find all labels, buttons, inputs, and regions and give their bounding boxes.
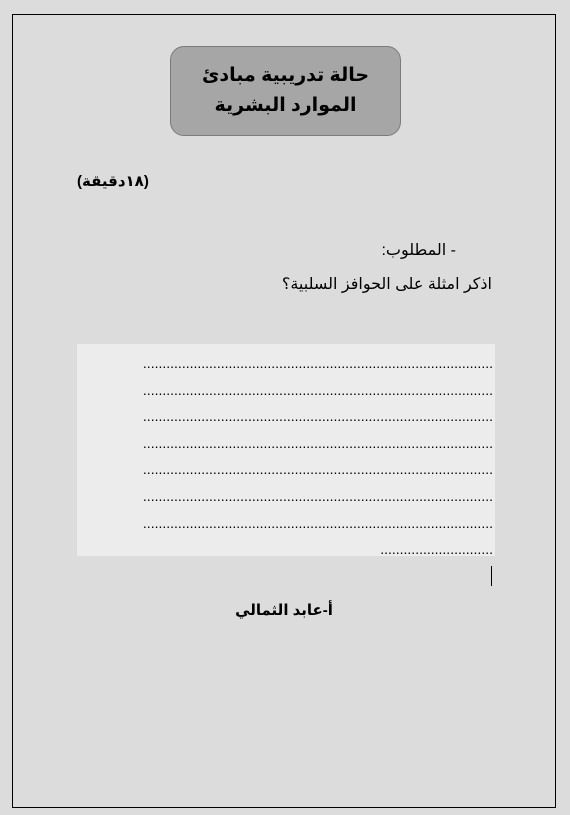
answer-line: .......................................................................................... [142, 487, 493, 504]
title-box [170, 46, 401, 136]
author-name: أ-عابد الثمالي [235, 602, 333, 619]
title-line-1: حالة تدريبية مبادئ [201, 65, 370, 86]
answer-line: ............................. [380, 541, 493, 558]
answer-line: .......................................................................................... [142, 355, 493, 371]
text-cursor [491, 566, 492, 586]
document-page [12, 14, 556, 808]
answer-line: .......................................................................................... [142, 381, 493, 398]
title-line-2: الموارد البشرية [214, 95, 357, 116]
answer-line: .......................................................................................... [142, 514, 493, 531]
answer-line: .......................................................................................... [142, 461, 493, 478]
answer-area[interactable] [77, 344, 495, 556]
answer-line: .......................................................................................... [142, 434, 493, 451]
required-label: - المطلوب: [381, 242, 456, 259]
duration-label: (١٨دقيقة) [77, 173, 149, 190]
answer-line: .......................................................................................... [142, 408, 493, 425]
question-text: اذكر امثلة على الحوافز السلبية؟ [281, 276, 492, 293]
